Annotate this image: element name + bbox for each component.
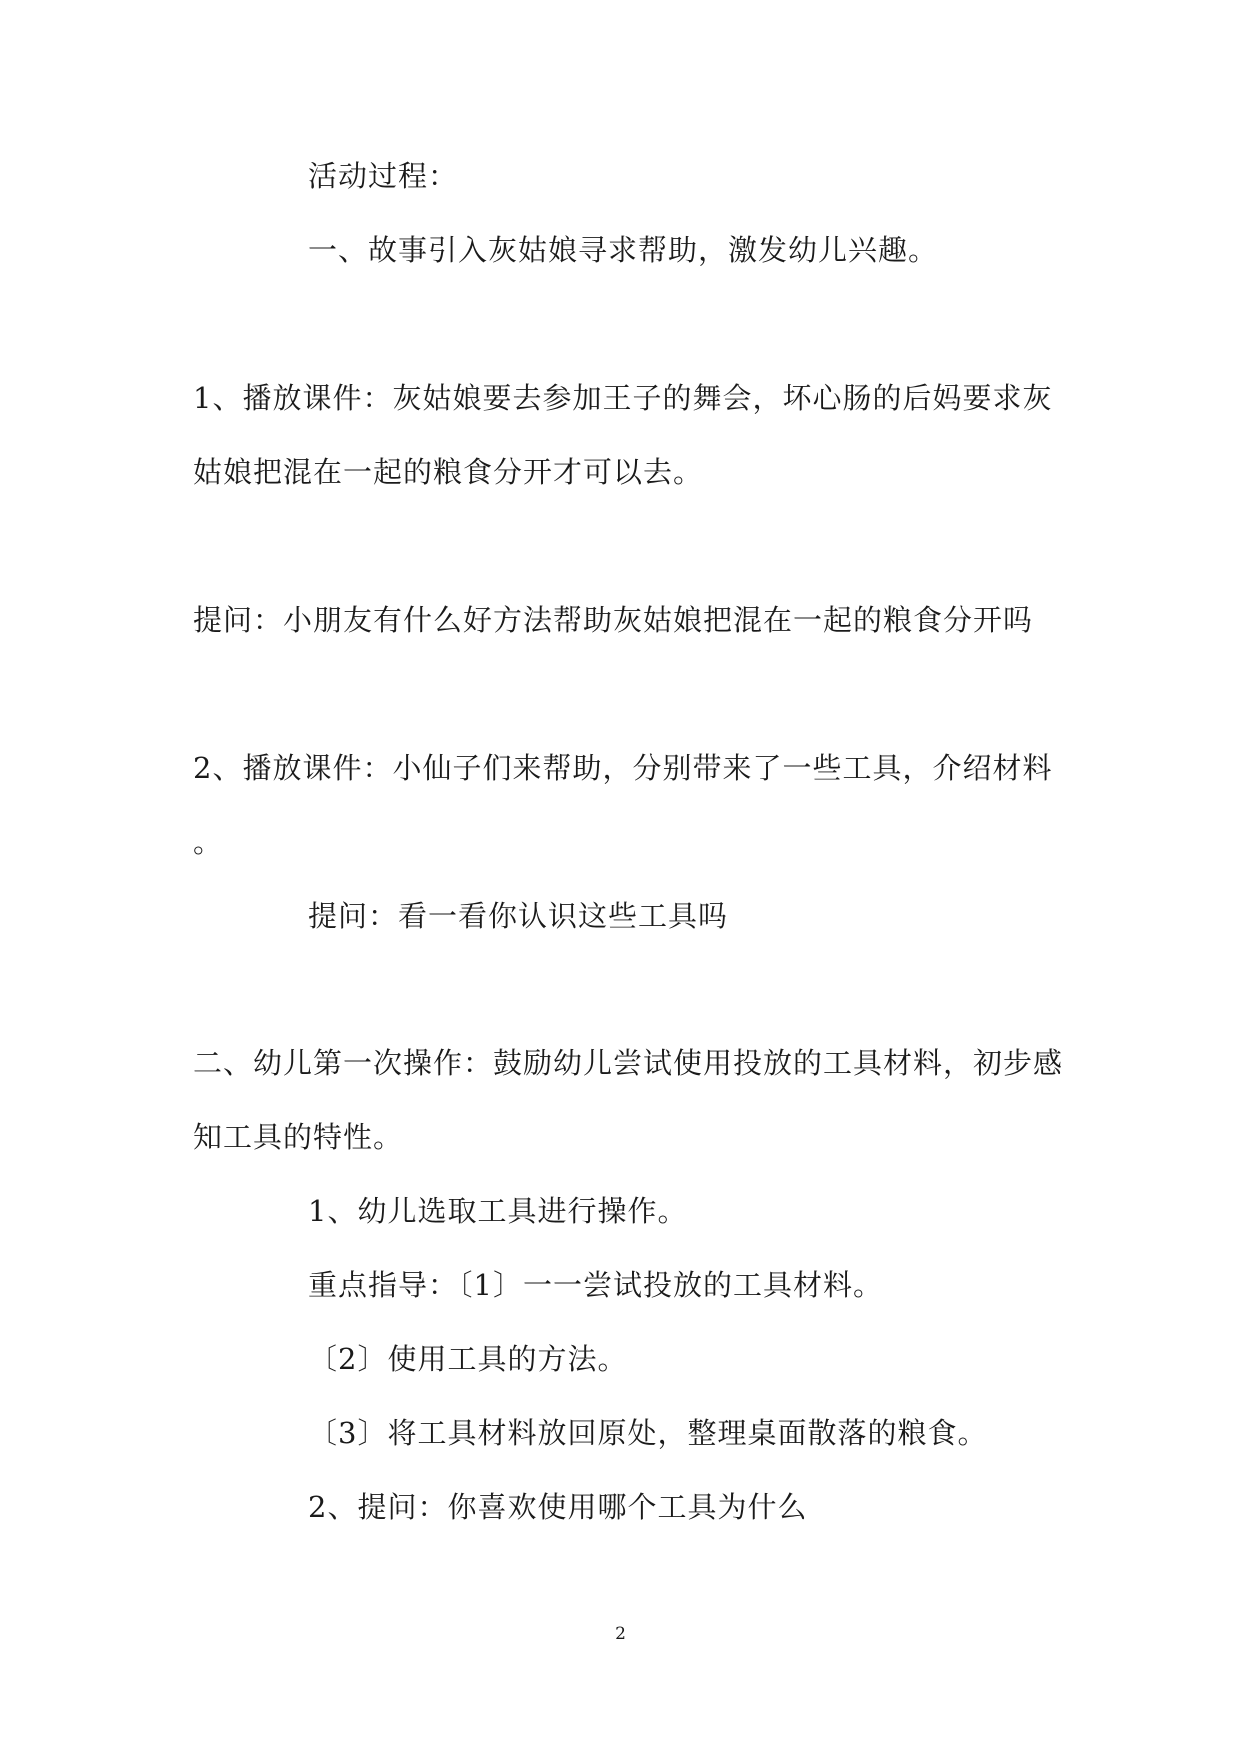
section-heading-activity-process: 活动过程： (308, 159, 459, 193)
paragraph-line: 2、播放课件：小仙子们来帮助，分别带来了一些工具，介绍材料 (193, 751, 1053, 785)
list-item: 重点指导：〔1〕一一尝试投放的工具材料。 (308, 1268, 883, 1302)
list-item: 〔3〕将工具材料放回原处，整理桌面散落的粮食。 (308, 1416, 988, 1450)
question-line: 提问：看一看你认识这些工具吗 (308, 899, 729, 933)
section-two-heading: 二、幼儿第一次操作：鼓励幼儿尝试使用投放的工具材料，初步感 (193, 1046, 1064, 1080)
page-number: 2 (615, 1624, 626, 1644)
section-one-heading: 一、故事引入灰姑娘寻求帮助，激发幼儿兴趣。 (308, 233, 939, 267)
paragraph-line: 。 (193, 825, 224, 859)
question-line: 提问：小朋友有什么好方法帮助灰姑娘把混在一起的粮食分开吗 (193, 603, 1034, 637)
paragraph-line: 知工具的特性。 (193, 1120, 404, 1154)
paragraph-line: 姑娘把混在一起的粮食分开才可以去。 (193, 455, 704, 489)
list-item: 2、提问：你喜欢使用哪个工具为什么 (308, 1490, 808, 1524)
list-item: 〔2〕使用工具的方法。 (308, 1342, 628, 1376)
paragraph-line: 1、播放课件：灰姑娘要去参加王子的舞会，坏心肠的后妈要求灰 (193, 381, 1053, 415)
list-item: 1、幼儿选取工具进行操作。 (308, 1194, 688, 1228)
